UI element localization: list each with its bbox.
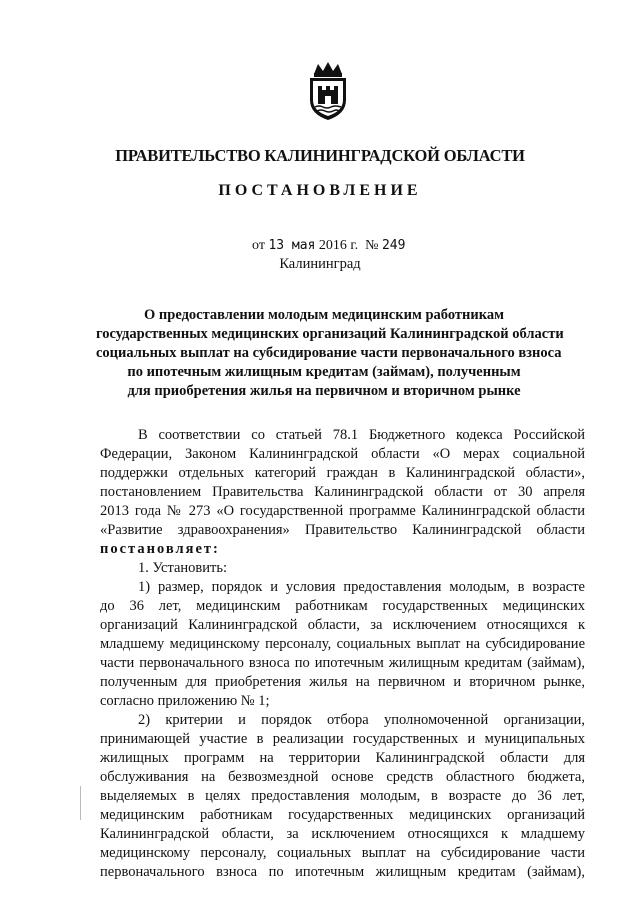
body-line: согласно приложению № 1; [100, 693, 270, 709]
body-line: Калининградской области, за исключением относящихся к младшему [100, 826, 585, 842]
body-line: 2013 года № 273 «О государственной программе Калининградской области [100, 503, 585, 519]
body-line: 1) размер, порядок и условия предоставления молодым, в возрасте [138, 579, 585, 595]
body-line: жилищных программ на территории Калининградской области для [100, 750, 585, 766]
title-line: социальных выплат на субсидирование части первоначального взноса [96, 345, 562, 361]
government-name: ПРАВИТЕЛЬСТВО КАЛИНИНГРАДСКОЙ ОБЛАСТИ [115, 146, 525, 165]
body-line: до 36 лет, медицинским работникам государственных медицинских [100, 598, 585, 614]
body-line: медицинским работникам государственных медицинских организаций [100, 807, 585, 823]
date-handwritten: 13 мая [268, 238, 316, 253]
title-line: для приобретения жилья на первичном и вторичном рынке [127, 383, 521, 399]
body-line: Федерации, Законом Калининградской области «О мерах социальной [100, 446, 585, 462]
body-line: медицинскому персоналу, социальных выплат на субсидирование части [100, 845, 585, 861]
body-line: В соответствии со статьей 78.1 Бюджетного кодекса Российской [138, 427, 585, 443]
body-line: поддержки отдельных категорий граждан в Калининградской области», [100, 465, 585, 481]
coat-of-arms-icon [304, 60, 352, 122]
document-body [100, 426, 585, 882]
decree-word: постановляет: [100, 541, 220, 557]
body-line: 2) критерии и порядок отбора уполномоченной организации, [138, 712, 585, 728]
body-line: полученным для приобретения жилья на первичном и вторичном рынке, [100, 674, 585, 690]
body-line: обслуживания на безвозмездной основе средств областного бюджета, [100, 769, 585, 785]
body-line: принимающей участие в реализации государственных и муниципальных [100, 731, 585, 747]
document-number: 249 [381, 238, 406, 253]
body-line: выделяемых в целях предоставления молодым, в возрасте до 36 лет, [100, 788, 585, 804]
city: Калининград [279, 256, 361, 272]
margin-mark [80, 786, 81, 820]
title-line: О предоставлении молодым медицинским работникам [144, 307, 504, 323]
title-line: государственных медицинских организаций Калининградской области [96, 326, 564, 342]
document-title [96, 306, 564, 401]
body-line: младшему медицинскому персоналу, социальных выплат на субсидирование [100, 636, 585, 652]
body-line: первоначального взноса по ипотечным жилищным кредитам (займам), [100, 864, 585, 880]
date-prefix: от [252, 238, 265, 253]
body-line: 1. Установить: [138, 560, 228, 576]
number-sign: № [365, 238, 379, 253]
title-line: по ипотечным жилищным кредитам (займам), полученным [127, 364, 521, 380]
document-type: ПОСТАНОВЛЕНИЕ [218, 182, 422, 199]
body-line: части первоначального взноса по ипотечным жилищным кредитам (займам), [100, 655, 585, 671]
date-year: 2016 г. [318, 238, 359, 253]
body-line: «Развитие здравоохранения» Правительство Калининградской области [100, 522, 585, 538]
date-line [252, 238, 405, 254]
body-line: постановлением Правительства Калининградской области от 30 апреля [100, 484, 585, 500]
body-line: организаций Калининградской области, за исключением относящихся к [100, 617, 585, 633]
